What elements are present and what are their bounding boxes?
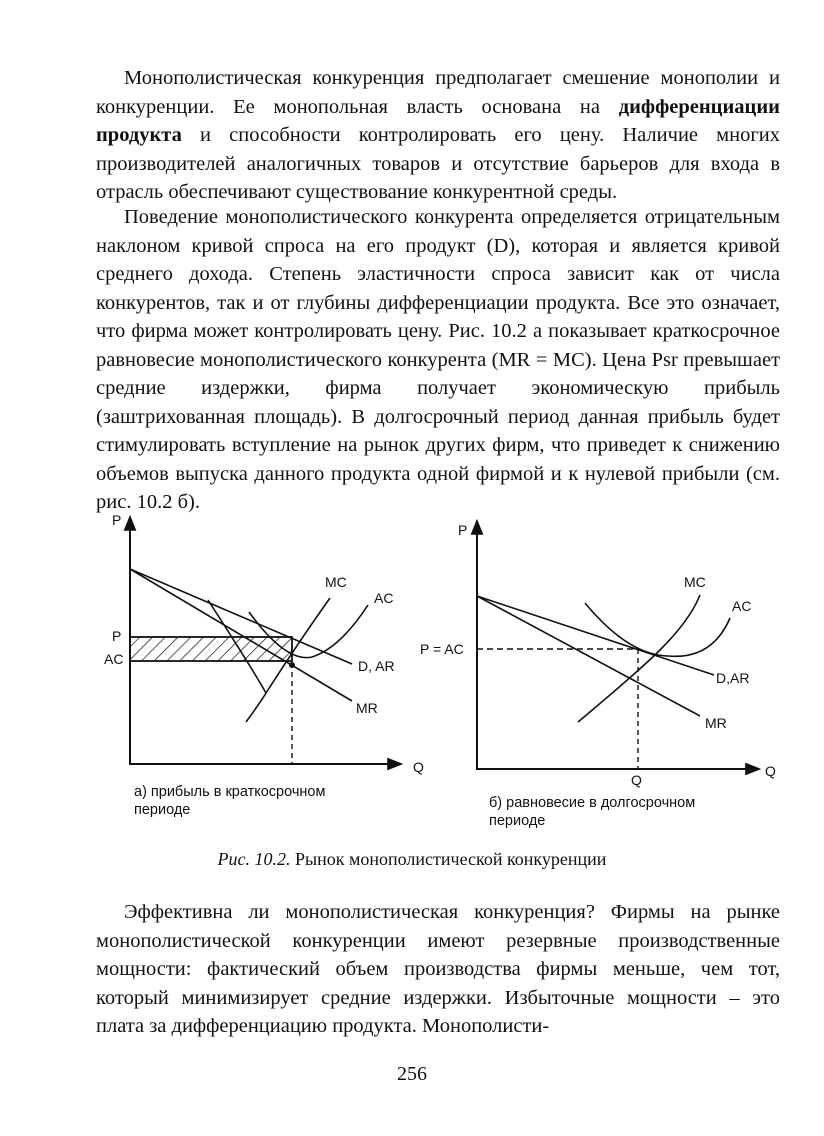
graph-b-mc-label: MC: [684, 574, 706, 590]
graph-b-ac-curve: [585, 603, 730, 656]
paragraph-3: [96, 898, 780, 1041]
page-number: 256: [397, 1063, 427, 1085]
graph-b-price-label: P = AC: [420, 641, 464, 657]
graph-b-mc-curve: [578, 595, 700, 722]
figure-caption-number: Рис. 10.2.: [217, 849, 291, 869]
paragraph-1-bold-term: дифференциации продукта: [96, 95, 780, 146]
graph-b-y-axis-label: P: [458, 522, 468, 538]
figure-caption-text: Рынок монополистической конкуренции: [290, 849, 607, 869]
paragraph-1-text-end: и способности контролировать его цену. Наличие многих производителей аналогичных товаров и отсутствие барьеров для входа в отрасль обеспечивают существование конкурентной среды.: [96, 124, 780, 203]
graph-a-mr-label: MR: [356, 700, 378, 716]
graph-b-demand-curve: [477, 596, 714, 675]
graph-b: [420, 522, 776, 788]
graph-a-caption: а) прибыль в краткосрочном периоде: [134, 784, 326, 818]
figure-caption: [0, 849, 824, 870]
graph-a-mr-curve: [130, 569, 352, 701]
graph-b-x-axis-label: Q: [765, 763, 776, 779]
graph-b-q-label: Q: [631, 772, 642, 788]
graph-a-y-axis-label: P: [112, 512, 122, 528]
graph-a-mc-label: MC: [325, 574, 347, 590]
figure-10-2: [0, 505, 824, 835]
graph-a-ac-label: AC: [104, 651, 124, 667]
graph-b-mr-label: MR: [705, 715, 727, 731]
graph-a-equilibrium-point: [289, 662, 295, 668]
graph-a: [104, 512, 424, 775]
graph-a-mc-curve-lower: [246, 693, 266, 722]
graph-b-demand-label: D,AR: [716, 670, 750, 686]
graph-a-x-axis-label: Q: [413, 759, 424, 775]
graph-b-ac-curve-label: AC: [732, 598, 752, 614]
graph-a-price-label: P: [112, 628, 122, 644]
paragraph-1-text-start: Монополистическая конкуренция предполагает смешение монополии и конкуренции. Ее монопольная власть основана на: [96, 67, 780, 118]
paragraph-1: [96, 64, 780, 207]
graph-a-demand-label: D, AR: [358, 658, 395, 674]
profit-area: [130, 637, 292, 661]
paragraph-2-text: Поведение монополистического конкурента определяется отрицательным наклоном кривой спроса на его продукт (D), которая и является кривой среднего дохода. Степень эластичности спроса зависит как от числа конкурентов, так и от глубины дифференциации продукта. Все это означает, что фирма может контролировать цену. Рис. 10.2 а показывает краткосрочное равновесие монополистического конкурента (MR = MC). Цена Psr превышает средние издержки, фирма получает экономическую прибыль (заштрихованная площадь). В долгосрочный период данная прибыль будет стимулировать вступление на рынок других фирм, что приведет к снижению объемов выпуска данного продукта одной фирмой и к нулевой прибыли (см. рис. 10.2 б).: [96, 206, 780, 513]
paragraph-3-text: Эффективна ли монополистическая конкуренция? Фирмы на рынке монополистической конкуренции имеют резервные производственные мощности: фактический объем производства фирмы меньше, чем тот, который минимизирует средние издержки. Избыточные мощности – это плата за дифференциацию продукта. Монополисти-: [96, 901, 780, 1037]
graph-a-ac-curve-label: AC: [374, 590, 394, 606]
graph-b-caption: б) равновесие в долгосрочном периоде: [489, 795, 696, 829]
paragraph-2: [96, 203, 780, 517]
